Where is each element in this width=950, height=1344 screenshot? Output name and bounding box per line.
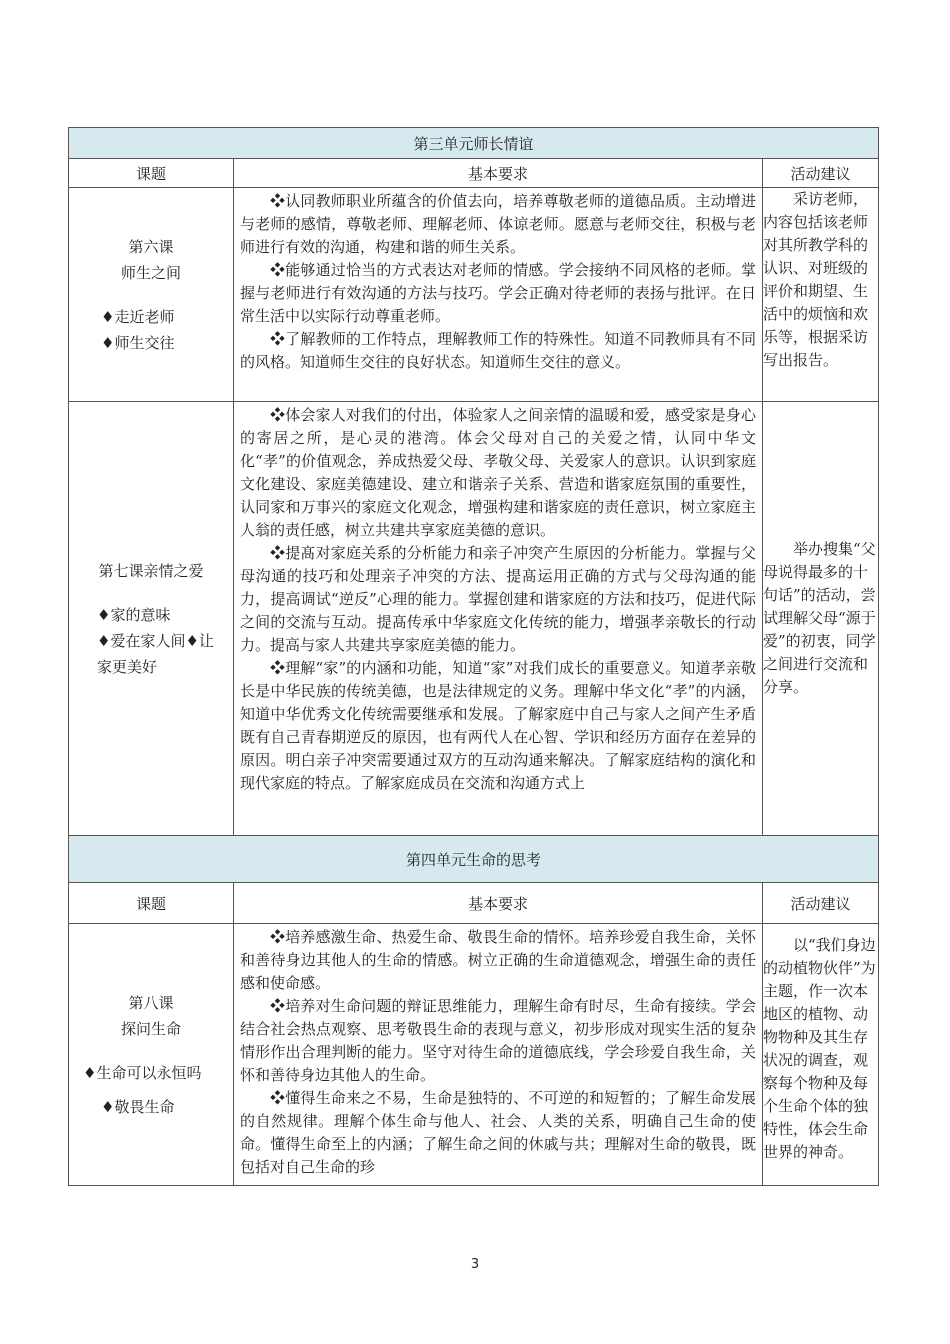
lesson7-activity-cell: [763, 402, 879, 836]
requirement-paragraph: ❖培养对生命问题的辩证思维能力，理解生命有时尽，生命有接续。学会结合社会热点观察、思考敬畏生命的表现与意义，初步形成对现实生活的复杂情形作出合理判断的能力。坚守对待生命的道德底线，学会珍爱自我生命，关怀和善待身边其他人的生命。: [240, 997, 756, 1084]
lesson8-requirements-cell: [234, 924, 763, 1186]
unit4-title: 第四单元生命的思考: [69, 836, 879, 883]
header-topic: 课题: [69, 159, 234, 188]
lesson7-topic-list: [69, 602, 233, 680]
lesson7-requirements-cell: [234, 402, 763, 836]
requirement-paragraph: ❖了解教师的工作特点，理解教师工作的特殊性。知道不同教师具有不同的风格。知道师生交往的良好状态。知道师生交往的意义。: [240, 330, 756, 371]
lesson6-activity: 采访老师，内容包括该老师对其所教学科的认识、对班级的评价和期望、生活中的烦恼和欢乐等，根据采访写出报告。: [763, 190, 869, 369]
header-topic: 课题: [69, 883, 234, 924]
lesson6-topic-item: ♦走近老师: [101, 307, 175, 326]
page-number: 3: [470, 1257, 480, 1272]
unit3-title-row: [69, 128, 879, 159]
header-requirements: 基本要求: [234, 159, 763, 188]
requirement-paragraph: ❖培养感激生命、热爱生命、敬畏生命的情怀。培养珍爱自我生命，关怀和善待身边其他人的生命的情感。树立正确的生命道德观念，增强生命的责任感和使命感。: [240, 928, 756, 992]
lesson8-topic-list: [69, 1060, 233, 1120]
lesson6-name: 师生之间: [120, 263, 181, 282]
lesson6-topic-item: ♦师生交往: [101, 333, 175, 352]
lesson7-activity: 举办搜集“父母说得最多的十句话”的活动，尝试理解父母“源于爱”的初衷，同学之间进行交流和分享。: [763, 540, 876, 696]
lesson6-row: [69, 188, 879, 402]
curriculum-table: [68, 127, 879, 1186]
requirement-paragraph: ❖体会家人对我们的付出，体验家人之间亲情的温暖和爱，感受家是身心的寄居之所，是心灵的港湾。体会父母对自己的关爱之情，认同中华文化“孝”的价值观念，养成热爱父母、孝敬父母、关爱家人的意识。认识到家庭文化建设、家庭美德建设、建立和谐亲子关系、营造和谐家庭氛围的重要性，认同家和万事兴的家庭文化观念，增强构建和谐家庭的责任意识，树立家庭主人翁的责任感，树立共建共享家庭美德的意识。: [240, 406, 756, 539]
lesson8-activity: 以“我们身边的动植物伙伴”为主题，作一次本地区的植物、动物物种及其生存状况的调查，观察每个物种及每个生命个体的独特性，体会生命世界的神奇。: [763, 936, 876, 1161]
unit4-title-row: [69, 836, 879, 883]
lesson8-topic-cell: [69, 924, 234, 1186]
lesson6-requirements: [234, 188, 762, 398]
lesson7-topic-item: ♦家的意味: [97, 605, 171, 624]
lesson7-title: 第七课亲情之爱: [98, 561, 204, 580]
requirement-paragraph: ❖能够通过恰当的方式表达对老师的情感。学会接纳不同风格的老师。掌握与老师进行有效沟通的方法与技巧。学会正确对待老师的表扬与批评。在日常生活中以实际行动尊重老师。: [240, 261, 756, 325]
lesson8-name: 探问生命: [120, 1019, 181, 1038]
requirement-paragraph: ❖理解“家”的内涵和功能，知道“家”对我们成长的重要意义。知道孝亲敬长是中华民族的传统美德，也是法律规定的义务。理解中华文化“孝”的内涵，知道中华优秀文化传统需要继承和发展。了解家庭中自己与家人之间产生矛盾既有自己青春期逆反的原因，也有两代人在心智、学识和经历方面存在差异的原因。明白亲子冲突需要通过双方的互动沟通来解决。了解家庭结构的演化和现代家庭的特点。了解家庭成员在交流和沟通方式上: [240, 659, 756, 792]
lesson6-topic-list: [69, 304, 233, 356]
lesson6-activity-cell: [763, 188, 879, 402]
lesson7-row: [69, 402, 879, 836]
header-activity: 活动建议: [763, 883, 879, 924]
lesson8-topic-item: ♦生命可以永恒吗: [83, 1063, 202, 1082]
lesson8-topic-item: ♦敬畏生命: [101, 1097, 175, 1116]
requirement-paragraph: ❖提髙对家庭关系的分析能力和亲子冲突产生原因的分析能力。掌握与父母沟通的技巧和处理亲子冲突的方法、提髙运用正确的方式与父母沟通的能力，提高调试“逆反”心理的能力。掌握创建和谐家庭的方法和技巧，促进代际之间的交流与互动。提髙传承中华家庭文化传统的能力，增强孝亲敬长的行动力。提高与家人共建共享家庭美德的能力。: [240, 544, 756, 654]
lesson8-number: 第八课: [128, 993, 174, 1012]
lesson7-topic-cell: [69, 402, 234, 836]
lesson8-row: [69, 924, 879, 1186]
requirement-paragraph: ❖认同教师职业所蕴含的价值去向，培养尊敬老师的道德品质。主动增进与老师的感情，尊敬老师、理解老师、体谅老师。愿意与老师交往，积极与老师进行有效的沟通，构建和谐的师生关系。: [240, 192, 756, 256]
lesson6-number: 第六课: [128, 237, 174, 256]
header-activity: 活动建议: [763, 159, 879, 188]
lesson7-requirements: [234, 402, 762, 834]
lesson8-requirements: [234, 924, 762, 1184]
unit3-header-row: [69, 159, 879, 188]
unit3-title: 第三单元师长情谊: [69, 128, 879, 159]
header-requirements: 基本要求: [234, 883, 763, 924]
lesson8-activity-cell: [763, 924, 879, 1186]
unit4-header-row: [69, 883, 879, 924]
lesson7-topic-item: ♦爱在家人间♦让家更美好: [97, 631, 214, 676]
lesson6-requirements-cell: [234, 188, 763, 402]
requirement-paragraph: ❖懂得生命来之不易，生命是独特的、不可逆的和短暂的；了解生命发展的自然规律。理解个体生命与他人、社会、人类的关系，明确自己生命的使命。懂得生命至上的内涵；了解生命之间的休戚与共；理解对生命的敬畏，既包括对自己生命的珍: [240, 1089, 756, 1176]
lesson6-topic-cell: [69, 188, 234, 402]
